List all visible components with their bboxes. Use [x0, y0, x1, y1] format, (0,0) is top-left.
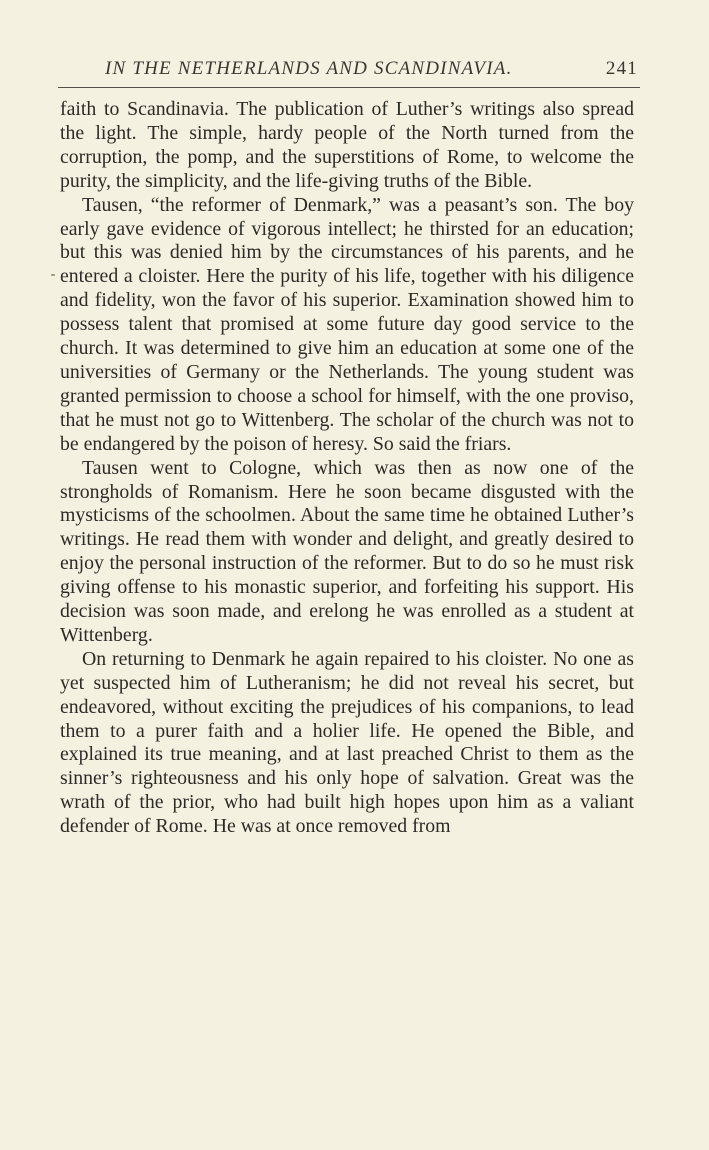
page-number: 241 — [605, 58, 638, 79]
body-text — [60, 98, 634, 839]
paragraph: On returning to Denmark he again repaired to his cloister. No one as yet suspected him of Lutheranism; he did not reveal his secret, but endeavored, without exciting the prejudices of his companions, to lead them to a purer faith and a holier life. He opened the Bible, and explained its true meaning, and at last preached Christ to them as the sinner’s righteousness and his only hope of salvation. Great was the wrath of the prior, who had built high hopes upon him as a valiant defender of Rome. He was at once removed from — [60, 647, 634, 838]
paragraph: Tausen, “the reformer of Denmark,” was a peasant’s son. The boy early gave evidence of vigorous intellect; he thirsted for an education; but this was denied him by the circumstances of his parents, and he entered a cloister. Here the purity of his life, together with his diligence and fidelity, won the favor of his superior. Examination showed him to possess talent that promised at some future day good service to the church. It was determined to give him an education at some one of the universities of Germany or the Netherlands. The young student was granted permission to choose a school for himself, with the one proviso, that he must not go to Wittenberg. The scholar of the church was not to be endangered by the poison of heresy. So said the friars. — [60, 193, 634, 455]
running-title: IN THE NETHERLANDS AND SCANDINAVIA. — [105, 58, 513, 79]
paragraph: Tausen went to Cologne, which was then as now one of the strongholds of Romanism. Here he soon became disgusted with the mysticisms of the schoolmen. About the same time he obtained Luther’s writings. He read them with wonder and delight, and greatly desired to enjoy the personal instruction of the reformer. But to do so he must risk giving offense to his monastic superior, and forfeiting his support. His decision was soon made, and erelong he was enrolled as a student at Wittenberg. — [60, 456, 634, 646]
print-speck — [51, 274, 55, 276]
paragraph: faith to Scandinavia. The publication of Luther’s writings also spread the light. The simple, hardy people of the North turned from the corruption, the pomp, and the superstitions of Rome, to welcome the purity, the simplicity, and the life-giving truths of the Bible. — [60, 98, 634, 192]
header-rule — [58, 87, 640, 88]
running-head — [60, 58, 638, 86]
